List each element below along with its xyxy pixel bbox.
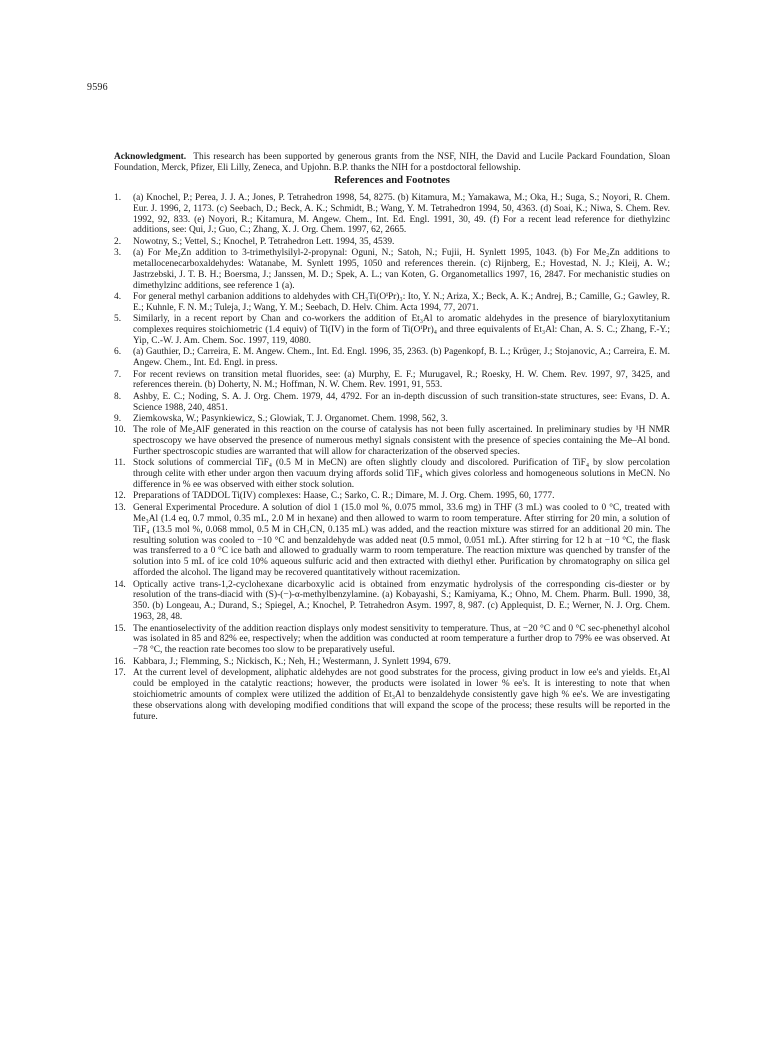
reference-item bbox=[114, 425, 670, 458]
reference-number: 5. bbox=[114, 314, 122, 325]
reference-number: 16. bbox=[114, 656, 126, 667]
reference-text: Stock solutions of commercial TiF₄ (0.5 M in MeCN) are often slightly cloudy and discolored. Purification of TiF₄ by slow percolation through celite with ether under argon then vacuum drying affords solid TiF₄ which gives colorless and homogeneous solutions in MeCN. No difference in % ee was observed with either stock solution. bbox=[133, 458, 670, 491]
reference-text: Optically active trans-1,2-cyclohexane dicarboxylic acid is obtained from enzymatic hydrolysis of the corresponding cis-diester or by resolution of the trans-diacid with (S)-(−)-α-methylbenzylamine. (a) Kobayashi, S.; Kamiyama, K.; Ohno, M. Chem. Pharm. Bull. 1990, 38, 350. (b) Longeau, A.; Durand, S.; Spiegel, A.; Knochel, P. Tetrahedron Asym. 1997, 8, 987. (c) Applequist, D. E.; Werner, N. J. Org. Chem. 1963, 28, 48. bbox=[133, 579, 670, 623]
reference-number: 4. bbox=[114, 292, 122, 303]
reference-number: 2. bbox=[114, 236, 122, 247]
reference-number: 1. bbox=[114, 192, 122, 203]
reference-item bbox=[114, 314, 670, 347]
acknowledgment-text: This research has been supported by generous grants from the NSF, NIH, the David and Lucile Packard Foundation, Sloan Foundation, Merck, Pfizer, Eli Lilly, Zeneca, and Upjohn. B.P. thanks the NIH for a postdoctoral fellowship. bbox=[114, 152, 671, 173]
reference-item bbox=[114, 237, 670, 248]
reference-number: 12. bbox=[114, 491, 126, 502]
reference-text: Ashby, E. C.; Noding, S. A. J. Org. Chem. 1979, 44, 4792. For an in-depth discussion of such transition-state structures, see: Evans, D. A. Science 1988, 240, 4851. bbox=[133, 391, 670, 413]
reference-text: For recent reviews on transition metal fluorides, see: (a) Murphy, E. F.; Murugavel, R.; Roesky, H. W. Chem. Rev. 1997, 97, 3425, and references therein. (b) Doherty, N. M.; Hoffman, N. W. Chem. Rev. 1991, 91, 553. bbox=[133, 369, 670, 391]
reference-number: 15. bbox=[114, 623, 126, 634]
acknowledgment-paragraph bbox=[114, 152, 670, 174]
reference-number: 6. bbox=[114, 347, 122, 358]
reference-item bbox=[114, 458, 670, 491]
references-list bbox=[114, 193, 670, 723]
reference-text: The role of Me₂AlF generated in this reaction on the course of catalysis has not been fully ascertained. In preliminary studies by ¹H NMR spectroscopy we have observed the presence of numerous methyl signals consistent with the presence of species containing the Me–Al bond. Further spectroscopic studies are warranted that will allow for characterization of the observed species. bbox=[133, 425, 670, 458]
reference-item bbox=[114, 580, 670, 624]
reference-number: 13. bbox=[114, 502, 126, 513]
reference-item bbox=[114, 347, 670, 369]
references-title: References and Footnotes bbox=[334, 174, 450, 186]
reference-number: 7. bbox=[114, 369, 122, 380]
reference-item bbox=[114, 292, 670, 314]
reference-number: 14. bbox=[114, 579, 126, 590]
acknowledgment-heading: Acknowledgment. bbox=[114, 152, 187, 162]
page-number: 9596 bbox=[87, 82, 108, 93]
reference-item bbox=[114, 193, 670, 237]
reference-number: 10. bbox=[114, 425, 126, 436]
reference-item bbox=[114, 248, 670, 292]
reference-text: General Experimental Procedure. A solution of diol 1 (15.0 mol %, 0.075 mmol, 33.6 mg) in THF (3 mL) was cooled to 0 °C, treated with Me₃Al (1.4 eq, 0.7 mmol, 0.35 mL, 2.0 M in hexane) and then allowed to warm to room temperature. After stirring for 20 min, a solution of TiF₄ (13.5 mol %, 0.068 mmol, 0.5 M in CH₃CN, 0.135 mL) was added, and the reaction mixture was stirred for an additional 20 min. The resulting solution was cooled to −10 °C and benzaldehyde was added neat (0.5 mmol, 0.051 mL). After stirring for 12 h at −10 °C, the flask was transferred to a 0 °C ice bath and allowed to gradually warm to room temperature. The reaction mixture was quenched by transfer of the solution into 5 mL of ice cold 10% aqueous sulfuric acid and then extracted with diethyl ether. Purification by chromatography on silica gel afforded the alcohol. The ligand may be recovered quantitatively without racemization. bbox=[133, 502, 670, 579]
reference-text: For general methyl carbanion additions to aldehydes with CH₃Ti(OⁱPr)₃: Ito, Y. N.; Ariza, X.; Beck, A. K.; Andrej, B.; Camille, G.; Gawley, R. E.; Kuhnle, F. N. M.; Tuleja, J.; Wang, Y. M.; Seebach, D. Helv. Chim. Acta 1994, 77, 2071. bbox=[133, 292, 670, 313]
reference-number: 11. bbox=[114, 458, 126, 469]
page-body bbox=[114, 152, 670, 723]
reference-text: Kabbara, J.; Flemming, S.; Nickisch, K.; Neh, H.; Westermann, J. Synlett 1994, 679. bbox=[133, 656, 451, 667]
reference-item bbox=[114, 370, 670, 392]
reference-text: The enantioselectivity of the addition reaction displays only modest sensitivity to temperature. Thus, at −20 °C and 0 °C sec-phenethyl alcohol was isolated in 85 and 82% ee, respectively; when the addition was conducted at room temperature a further drop to 79% ee was observed. At −78 °C, the reaction rate becomes too slow to be preparatively useful. bbox=[133, 623, 670, 656]
reference-text: (a) For Me₂Zn addition to 3-trimethylsilyl-2-propynal: Oguni, N.; Satoh, N.; Fujii, H. Synlett 1995, 1043. (b) For Me₂Zn additions to metallocenecarboxaldehydes: Watanabe, M. Synlett 1995, 1050 and references therein. (c) Rijnberg, E.; Hovestad, N. J.; Kleij, A. W.; Jastrzebski, J. T. B. H.; Boersma, J.; Janssen, M. D.; Spek, A. L.; van Koten, G. Organometallics 1997, 16, 2847. For mechanistic studies on dimethylzinc additions, see reference 1 (a). bbox=[133, 248, 670, 291]
reference-text: (a) Knochel, P.; Perea, J. J. A.; Jones, P. Tetrahedron 1998, 54, 8275. (b) Kitamura, M.; Yamakawa, M.; Oka, H.; Suga, S.; Noyori, R. Chem. Eur. J. 1996, 2, 1173. (c) Seebach, D.; Beck, A. K.; Schmidt, B.; Wang, Y. M. Tetrahedron 1994, 50, 4363. (d) Soai, K.; Niwa, S. Chem. Rev. 1992, 92, 833. (e) Noyori, R.; Kitamura, M. Angew. Chem., Int. Ed. Engl. 1991, 30, 49. (f) For a recent lead reference for diethylzinc additions, see: Qui, J.; Guo, C.; Zhang, X. J. Org. Chem. 1997, 62, 2665. bbox=[133, 192, 670, 236]
reference-item bbox=[114, 414, 670, 425]
reference-text: Preparations of TADDOL Ti(IV) complexes: Haase, C.; Sarko, C. R.; Dimare, M. J. Org. Chem. 1995, 60, 1777. bbox=[133, 491, 555, 502]
reference-item bbox=[114, 491, 670, 502]
reference-number: 17. bbox=[114, 667, 126, 678]
reference-text: (a) Gauthier, D.; Carreira, E. M. Angew. Chem., Int. Ed. Engl. 1996, 35, 2363. (b) Pagenkopf, B. L.; Krüger, J.; Stojanovic, A.; Carreira, E. M. Angew. Chem., Int. Ed. Engl. in press. bbox=[133, 347, 670, 369]
reference-text: Nowotny, S.; Vettel, S.; Knochel, P. Tetrahedron Lett. 1994, 35, 4539. bbox=[133, 236, 395, 247]
reference-number: 9. bbox=[114, 413, 122, 424]
reference-text: Ziemkowska, W.; Pasynkiewicz, S.; Glowiak, T. J. Organomet. Chem. 1998, 562, 3. bbox=[133, 413, 448, 424]
reference-item bbox=[114, 392, 670, 414]
reference-text: Similarly, in a recent report by Chan and co-workers the addition of Et₃Al to aromatic aldehydes in the presence of biaryloxytitanium complexes requires stoichiometric (1.4 equiv) of Ti(IV) in the form of Ti(OⁱPr)₄ and three equivalents of Et₃Al: Chan, A. S. C.; Zhang, F.-Y.; Yip, C.-W. J. Am. Chem. Soc. 1997, 119, 4080. bbox=[133, 314, 670, 347]
reference-number: 8. bbox=[114, 391, 122, 402]
reference-number: 3. bbox=[114, 248, 122, 259]
reference-text: At the current level of development, aliphatic aldehydes are not good substrates for the process, giving product in low ee's and yields. Et₃Al could be employed in the catalytic reactions; however, the products were isolated in lower % ee's. It is interesting to note that when stoichiometric amounts of complex were utilized the addition of Et₃Al to benzaldehyde consistently gave high % ee's. We are investigating these observations along with developing modified conditions that will expand the scope of the process; these results will be reported in the future. bbox=[133, 667, 670, 722]
reference-item bbox=[114, 668, 670, 723]
reference-item bbox=[114, 624, 670, 657]
reference-item bbox=[114, 657, 670, 668]
reference-item bbox=[114, 503, 670, 579]
